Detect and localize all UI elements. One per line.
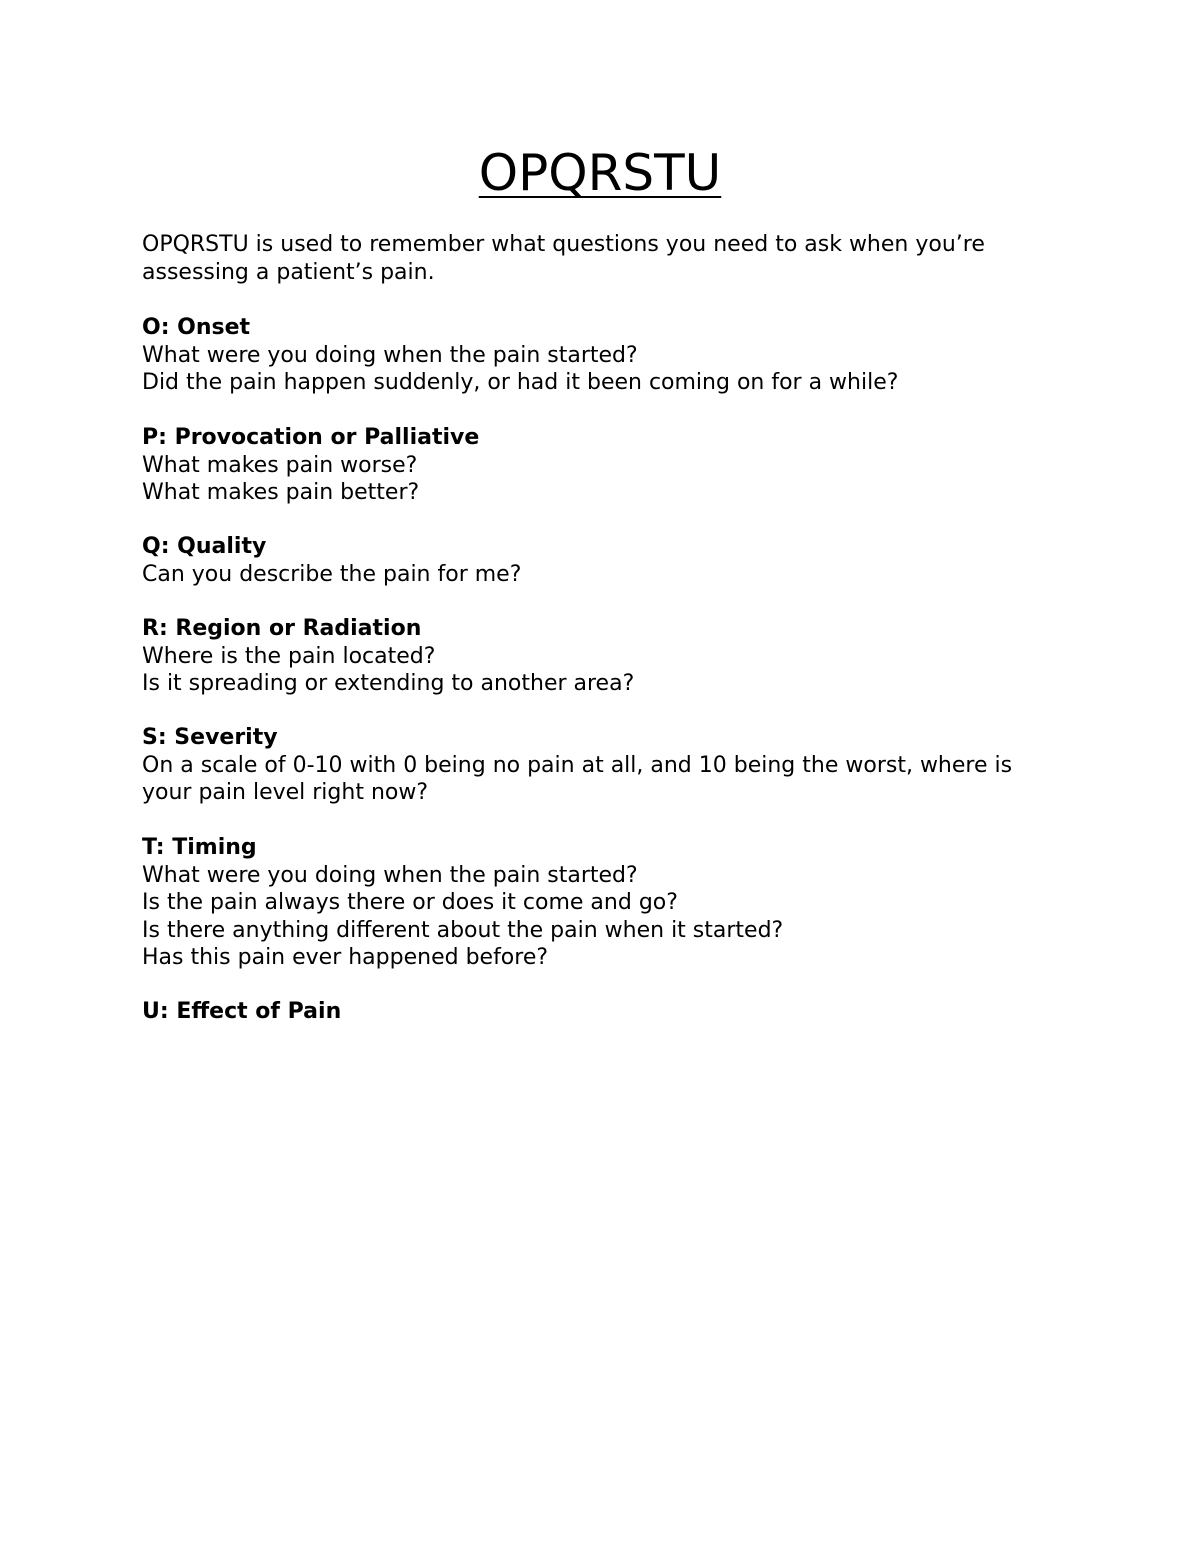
section-line: Has this pain ever happened before?	[142, 945, 549, 970]
section-line: Is the pain always there or does it come and go?	[142, 890, 678, 915]
section-line: What were you doing when the pain started?	[142, 342, 638, 368]
document-title-text: OPQRSTU	[478, 144, 722, 202]
section-heading: U: Effect of Pain	[142, 999, 342, 1024]
section-heading: R: Region or Radiation	[142, 616, 422, 641]
section-heading: S: Severity	[142, 725, 278, 750]
section-heading: T: Timing	[142, 835, 257, 860]
section-line: What makes pain worse?	[142, 452, 418, 478]
section-heading: P: Provocation or Palliative	[142, 425, 480, 450]
section-line: Can you describe the pain for me?	[142, 561, 522, 587]
intro-paragraph: OPQRSTU is used to remember what questions you need to ask when you’re assessing a patient’s pain.	[142, 232, 985, 285]
section-region	[142, 615, 1062, 698]
section-heading: Q: Quality	[142, 534, 267, 559]
section-provocation	[142, 424, 1062, 507]
section-line: What were you doing when the pain started?	[142, 862, 638, 888]
section-quality	[142, 533, 1062, 588]
section-line: On a scale of 0-10 with 0 being no pain at all, and 10 being the worst, where is your pain level right now?	[142, 752, 1013, 805]
section-line: Where is the pain located?	[142, 643, 436, 669]
section-effect-of-pain	[142, 998, 1062, 1026]
section-onset	[142, 314, 1062, 397]
section-heading: O: Onset	[142, 315, 251, 340]
section-line: Is it spreading or extending to another area?	[142, 671, 635, 696]
section-severity	[142, 724, 1062, 807]
section-line: What makes pain better?	[142, 480, 420, 505]
document-title	[142, 142, 1058, 204]
section-line: Is there anything different about the pain when it started?	[142, 917, 784, 943]
section-timing	[142, 834, 1062, 972]
section-line: Did the pain happen suddenly, or had it been coming on for a while?	[142, 370, 899, 395]
